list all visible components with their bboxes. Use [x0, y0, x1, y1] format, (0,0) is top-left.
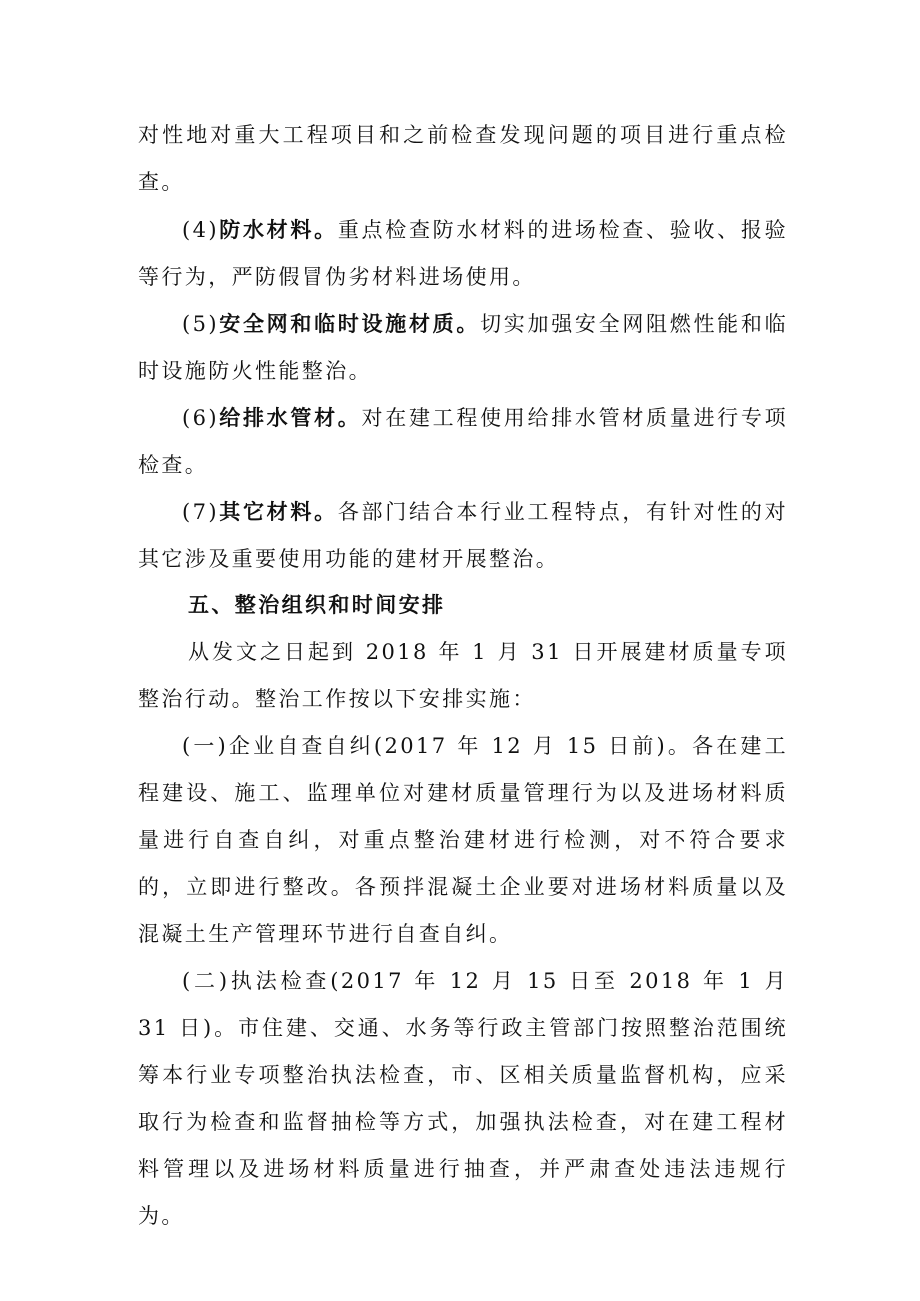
item-number: (4)	[182, 218, 219, 242]
item-number: (6)	[182, 406, 219, 430]
section-heading: 五、整治组织和时间安排	[188, 593, 446, 617]
item-body: 各部门结合本行业工程特点，有针对性的对其它涉及重要使用功能的建材开展整治。	[138, 500, 788, 571]
paragraph-schedule-intro: 从发文之日起到 2018 年 1 月 31 日开展建材质量专项整治行动。整治工作按以下安排实施：	[138, 640, 788, 711]
paragraph-self-inspection: (一)企业自查自纠(2017 年 12 月 15 日前)。各在建工程建设、施工、监理单位对建材质量管理行为以及进场材料质量进行自查自纠，对重点整治建材进行检测，对不符合要求的，立即进行整改。各预拌混凝土企业要对进场材料质量以及混凝土生产管理环节进行自查自纠。	[138, 734, 788, 946]
item-number: (5)	[182, 312, 219, 336]
item-title: 其它材料。	[218, 499, 338, 524]
paragraph-water-pipes	[138, 394, 788, 489]
item-body: 对在建工程使用给排水管材质量进行专项检查。	[138, 406, 788, 477]
item-body: 重点检查防水材料的进场检查、验收、报验等行为，严防假冒伪劣材料进场使用。	[138, 218, 788, 289]
item-number: (7)	[182, 500, 219, 524]
item-title: 防水材料。	[218, 217, 338, 242]
paragraph-safety-net	[138, 300, 788, 395]
paragraph-enforcement-inspection: (二)执法检查(2017 年 12 月 15 日至 2018 年 1 月 31 日)。市住建、交通、水务等行政主管部门按照整治范围统筹本行业专项整治执法检查，市、区相关质量监督机构，应采取行为检查和监督抽检等方式，加强执法检查，对在建工程材料管理以及进场材料质量进行抽查，并严肃查处违法违规行为。	[138, 969, 788, 1228]
item-title: 给排水管材。	[218, 405, 362, 430]
paragraph-continuation: 对性地对重大工程项目和之前检查发现问题的项目进行重点检查。	[138, 123, 788, 194]
item-title: 安全网和临时设施材质。	[218, 311, 481, 336]
item-body: 切实加强安全网阻燃性能和临时设施防火性能整治。	[138, 312, 788, 383]
paragraph-other-materials	[138, 488, 788, 583]
paragraph-waterproof-material	[138, 206, 788, 301]
